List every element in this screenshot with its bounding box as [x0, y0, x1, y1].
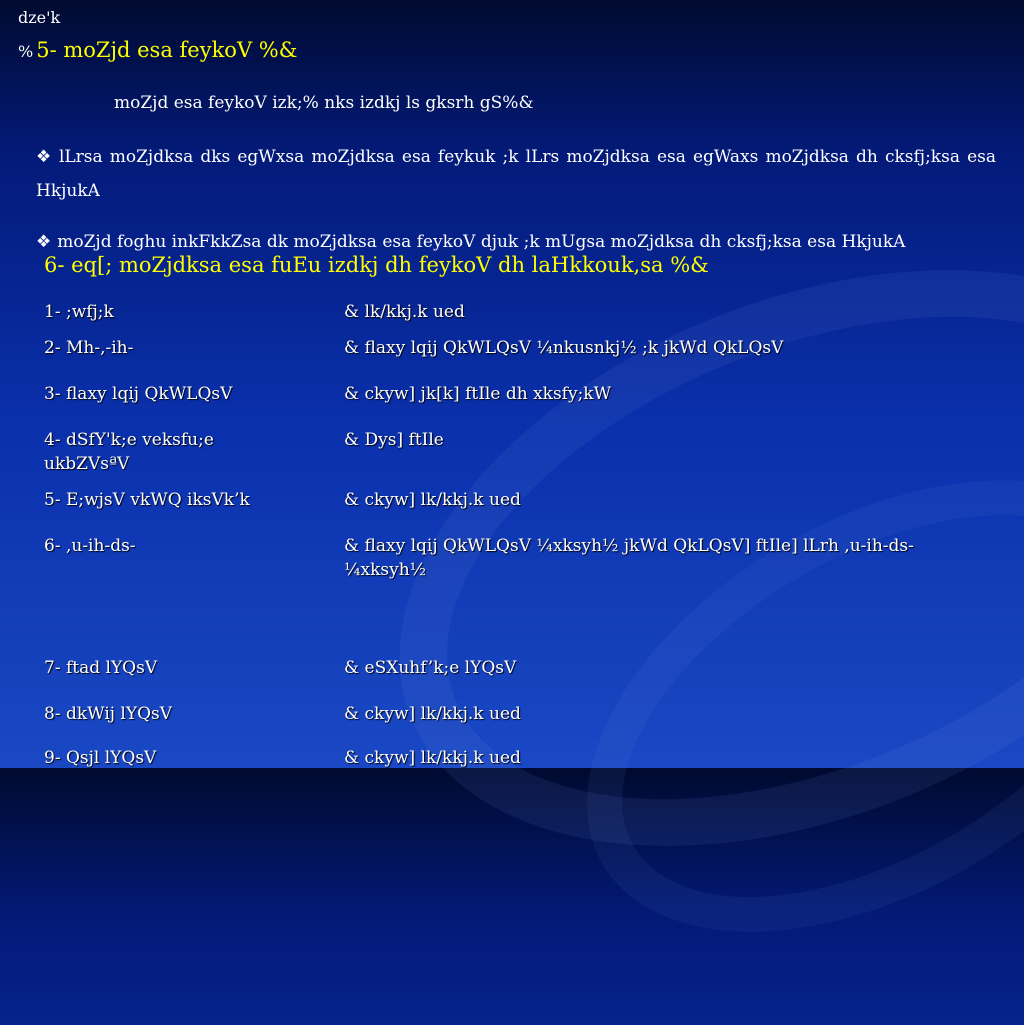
- diamond-bullet-icon: ❖: [36, 232, 52, 252]
- section-5-heading: [18, 38, 297, 62]
- fertilizer-name: 6- ,u-ih-ds-: [44, 536, 136, 556]
- adulterant-text: & Dys] ftIle: [344, 430, 444, 450]
- fertilizer-name: 3- flaxy lqij QkWLQsV: [44, 384, 233, 404]
- fertilizer-name: 8- dkWij lYQsV: [44, 704, 173, 724]
- fertilizer-name: 4- dSfY'k;e veksfu;e ukbZVsªV: [44, 430, 214, 474]
- bullet-text: moZjd foghu inkFkkZsa dk moZjdksa esa feykoV djuk ;k mUgsa moZjdksa dh cksfj;ksa esa HkjukA: [57, 232, 906, 252]
- fertilizer-name: 1- ;wfj;k: [44, 302, 114, 322]
- diamond-bullet-icon: ❖: [36, 147, 53, 167]
- adulterant-text: & ckyw] lk/kkj.k ued: [344, 490, 521, 510]
- section-6-heading: 6- eq[; moZjdksa esa fuEu izdkj dh feykoV dh laHkkouk,sa %&: [44, 253, 709, 277]
- adulterant-text: & flaxy lqij QkWLQsV ¼xksyh½ jkWd QkLQsV] ftIle] lLrh ,u-ih-ds- ¼xksyh½: [344, 536, 914, 580]
- fertilizer-name: 9- Qsjl lYQsV: [44, 748, 157, 768]
- adulterant-text: & lk/kkj.k ued: [344, 302, 465, 322]
- bullet-text: lLrsa moZjdksa dks egWxsa moZjdksa esa feykuk ;k lLrs moZjdksa esa egWaxs moZjdksa dh cksfj;ksa esa HkjukA: [36, 147, 996, 201]
- adulterant-text: & ckyw] lk/kkj.k ued: [344, 704, 521, 724]
- section-5-title: 5- moZjd esa feykoV %&: [36, 38, 298, 62]
- fertilizer-name: 7- ftad lYQsV: [44, 658, 158, 678]
- fertilizer-name: 5- E;wjsV vkWQ iksVk’k: [44, 490, 250, 510]
- adulterant-text: & ckyw] jk[k] ftIle dh xksfy;kW: [344, 384, 612, 404]
- section-5-subtitle: moZjd esa feykoV izk;% nks izdkj ls gksrh gS%&: [114, 93, 534, 113]
- adulterant-text: & flaxy lqij QkWLQsV ¼nkusnkj½ ;k jkWd QkLQsV: [344, 338, 784, 358]
- adulterant-text: & eSXuhf’k;e lYQsV: [344, 658, 517, 678]
- bullet-item: [36, 140, 996, 208]
- fertilizer-name: 2- Mh-,-ih-: [44, 338, 134, 358]
- percent-sign: %: [18, 42, 34, 61]
- adulterant-text: & ckyw] lk/kkj.k ued: [344, 748, 521, 768]
- serial-label: dze'k: [18, 8, 61, 27]
